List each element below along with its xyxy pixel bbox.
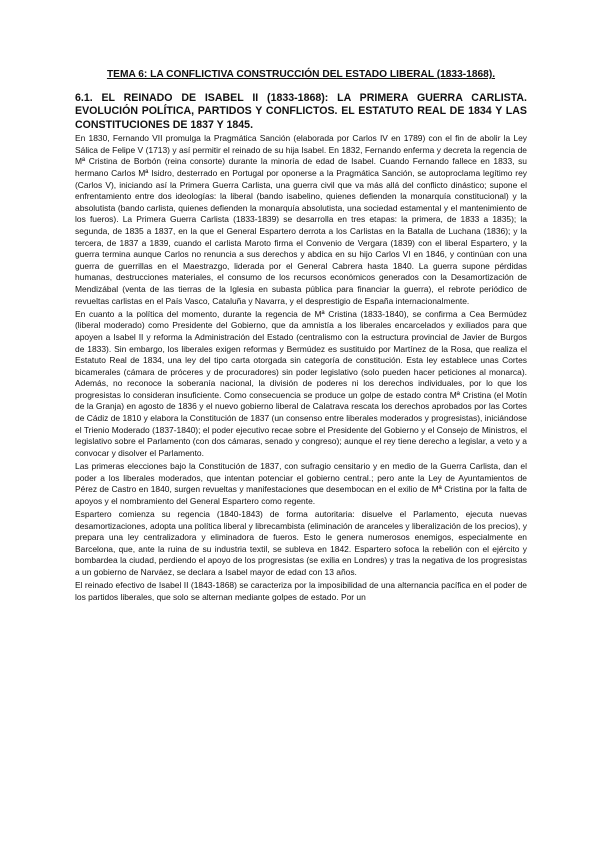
paragraph-elecciones-1837: Las primeras elecciones bajo la Constitución de 1837, con sufragio censitario y en medio de la Guerra Carlista, dan el poder a los liberales moderados, que intentan potenciar el gobierno central.; pero ante la Ley de Ayuntamientos de Pérez de Castro en 1840, surgen revueltas y manifestaciones que desembocan en el exilio de Mª Cristina por la falta de apoyos y el nombramiento del General Espartero como regente. <box>75 461 527 506</box>
document-title: TEMA 6: LA CONFLICTIVA CONSTRUCCIÓN DEL ESTADO LIBERAL (1833-1868). <box>106 69 496 80</box>
paragraph-regencia-maria-cristina: En cuanto a la política del momento, durante la regencia de Mª Cristina (1833-1840), se confirma a Cea Bermúdez (liberal moderado) como Presidente del Gobierno, que da amnistía a los liberales encarcelados y exiliados para que apoyen a Isabel II y reforma la Administración del Estado (centralismo con la estructura provincial de Javier de Burgos de 1833). Sin embargo, los liberales exigen reformas y Bermúdez es sustituido por Martínez de la Rosa, que realiza el Estatuto Real de 1834, una ley del tipo carta otorgada sin categoría de constitución. Esta ley establece unas Cortes bicamerales (cámara de próceres y de procuradores) sin poder legislativo (solo pueden hacer peticiones al monarca). Además, no reconoce la soberanía nacional, la división de poderes ni los derechos individuales, por lo que los progresistas lo consideran insuficiente. Como consecuencia se produce un golpe de estado contra Mª Cristina (el Motín de la Granja) en agosto de 1836 y el nuevo gobierno liberal de Calatrava rescata los derechos aprobados por las Cortes de Cádiz de 1810 y elabora la Constitución de 1837 (un consenso entre liberales moderados y progresistas), iniciándose el Trienio Moderado (1837-1840); el poder ejecutivo recae sobre el Presidente del Gobierno y el Consejo de Ministros, el legislativo sobre el Parlamento (con dos cámaras, senado y congreso); aunque el rey tiene derecho a legislar, a veto y a convocar y disolver el Parlamento. <box>75 308 527 458</box>
paragraph-reinado-isabel-ii: El reinado efectivo de Isabel II (1843-1868) se caracteriza por la imposibilidad de una alternancia pacífica en el poder de los partidos liberales, que solo se alternan mediante golpes de estado. Por un <box>75 580 527 602</box>
paragraph-primera-guerra-carlista: En 1830, Fernando VII promulga la Pragmática Sanción (elaborada por Carlos IV en 1789) con el fin de abolir la Ley Sálica de Felipe V (1713) y así permitir el reinado de su hija Isabel. En 1832, Fernando enferma y decreta la regencia de Mª Cristina de Borbón (reina consorte) durante la minoría de edad de Isabel. Cuando Fernando fallece en 1833, su hermano Carlos Mª Isidro, desterrado en Portugal por oponerse a la Pragmática Sanción, se autoproclama legítimo rey (Carlos V), iniciando así la Primera Guerra Carlista, una guerra civil que va más allá del conflicto dinástico; supone el enfrentamiento entre dos ideologías: la liberal (bando isabelino, quienes defienden la monarquía constitucional) y la absolutista (bando carlista, quienes defienden la monarquía absolutista, una sociedad estamental y el mantenimiento de los fueros). La Primera Guerra Carlista (1833-1839) se desarrolla en tres etapas: la primera, de 1833 a 1835); la segunda, de 1835 a 1837, en la que el General Espartero derrota a los Carlistas en la Batalla de Luchana (1836); y la tercera, de 1837 a 1839, cuando el carlista Maroto firma el Convenio de Vergara (1839) con el liberal Espartero, y la guerra termina aunque Carlos no renuncia a sus derechos y abdica en su hijo Carlos VI en 1846, y continúan con una guerra de guerrillas en el Maestrazgo, liderada por el General Cabrera hasta 1840. La guerra supone pérdidas humanas, destrucciones materiales, el consumo de los recursos económicos generados con la Desamortización de Mendizábal (venta de las tierras de la Iglesia en subasta pública para financiar la guerra), el rebrote periódico de revueltas carlistas en el País Vasco, Cataluña y Navarra, y el desprestigio de España internacionalmente. <box>75 133 527 306</box>
section-heading: 6.1. EL REINADO DE ISABEL II (1833-1868): LA PRIMERA GUERRA CARLISTA. EVOLUCIÓN POLÍTICA, PARTIDOS Y CONFLICTOS. EL ESTATUTO REAL DE 1834 Y LAS CONSTITUCIONES DE 1837 Y 1845. <box>75 92 527 131</box>
document-page <box>75 68 527 605</box>
paragraph-regencia-espartero: Espartero comienza su regencia (1840-1843) de forma autoritaria: disuelve el Parlamento, ejecuta nuevas desamortizaciones, adopta una política liberal y librecambista (eliminación de aranceles y liberalización de los precios), y prepara una ley centralizadora y eliminadora de fueros. Esto le genera numerosos enemigos, especialmente en Barcelona, que, ante la ruina de su industria textil, se subleva en 1842. Espartero sofoca la rebelión con el ejército y bombardea la ciudad, perdiendo el apoyo de los progresistas (se exilia en Londres) y tras la negativa de los progresistas a un gobierno de Narváez, se declara a Isabel mayor de edad con 13 años. <box>75 509 527 577</box>
